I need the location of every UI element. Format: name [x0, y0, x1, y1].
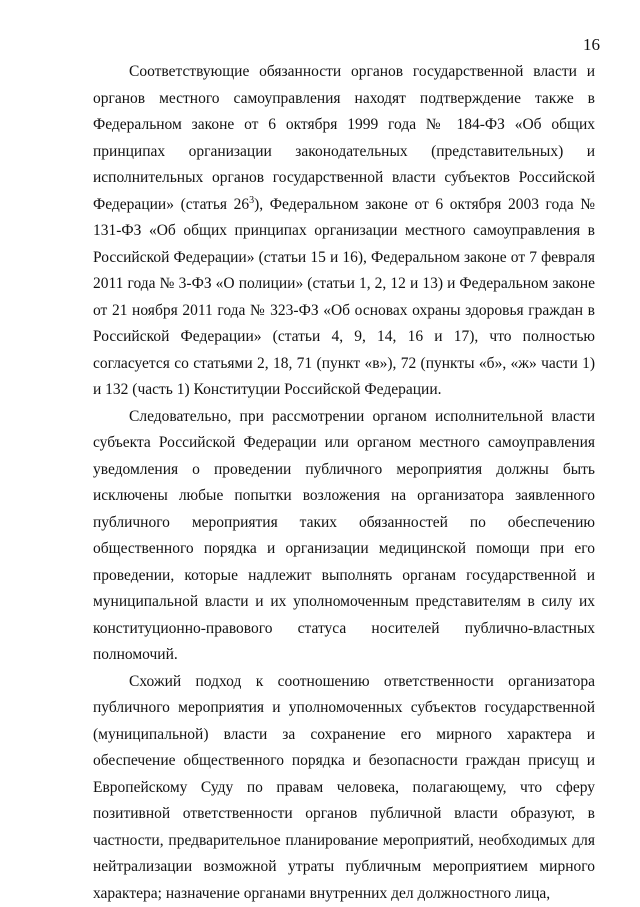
footnote-superscript: 3: [249, 194, 254, 205]
paragraph-2: Следовательно, при рассмотрении органом исполнительной власти субъекта Российской Федерации или органом местного самоуправления уведомления о проведении публичного мероприятия должны быть исключены любые попытки возложения на организатора заявленного публичного мероприятия таких обязанностей по обеспечению общественного порядка и организации медицинской помощи при его проведении, которые надлежит выполнять органам государственной и муниципальной власти и их уполномоченным представителям в силу их конституционно-правового статуса носителей публично-властных полномочий.: [93, 404, 595, 669]
paragraph-3: Схожий подход к соотношению ответственности организатора публичного мероприятия и уполномоченных субъектов государственной (муниципальной) власти за сохранение его мирного характера и обеспечение общественного порядка и безопасности граждан присущ и Европейскому Суду по правам человека, полагающему, что сферу позитивной ответственности органов публичной власти образуют, в частности, предварительное планирование мероприятий, необходимых для нейтрализации возможной утраты публичным мероприятием мирного характера; назначение органами внутренних дел должностного лица,: [93, 669, 595, 907]
paragraph-1: [93, 59, 595, 404]
paragraph-1-text-start: Соответствующие обязанности органов государственной власти и органов местного самоуправления находят подтверждение также в Федеральном законе от 6 октября 1999 года № 184-ФЗ «Об общих принципах организации законодательных (представительных) и исполнительных органов государственной власти субъектов Российской Федерации» (статья 26: [93, 63, 595, 213]
paragraph-1-text-end: ), Федеральном законе от 6 октября 2003 года № 131-ФЗ «Об общих принципах организации местного самоуправления в Российской Федерации» (статьи 15 и 16), Федеральном законе от 7 февраля 2011 года № 3-ФЗ «О полиции» (статьи 1, 2, 12 и 13) и Федеральном законе от 21 ноября 2011 года № 323-ФЗ «Об основах охраны здоровья граждан в Российской Федерации» (статьи 4, 9, 14, 16 и 17), что полностью согласуется со статьями 2, 18, 71 (пункт «в»), 72 (пункты «б», «ж» части 1) и 132 (часть 1) Конституции Российской Федерации.: [93, 196, 595, 399]
page-number: 16: [583, 35, 600, 55]
document-body: [93, 59, 595, 907]
